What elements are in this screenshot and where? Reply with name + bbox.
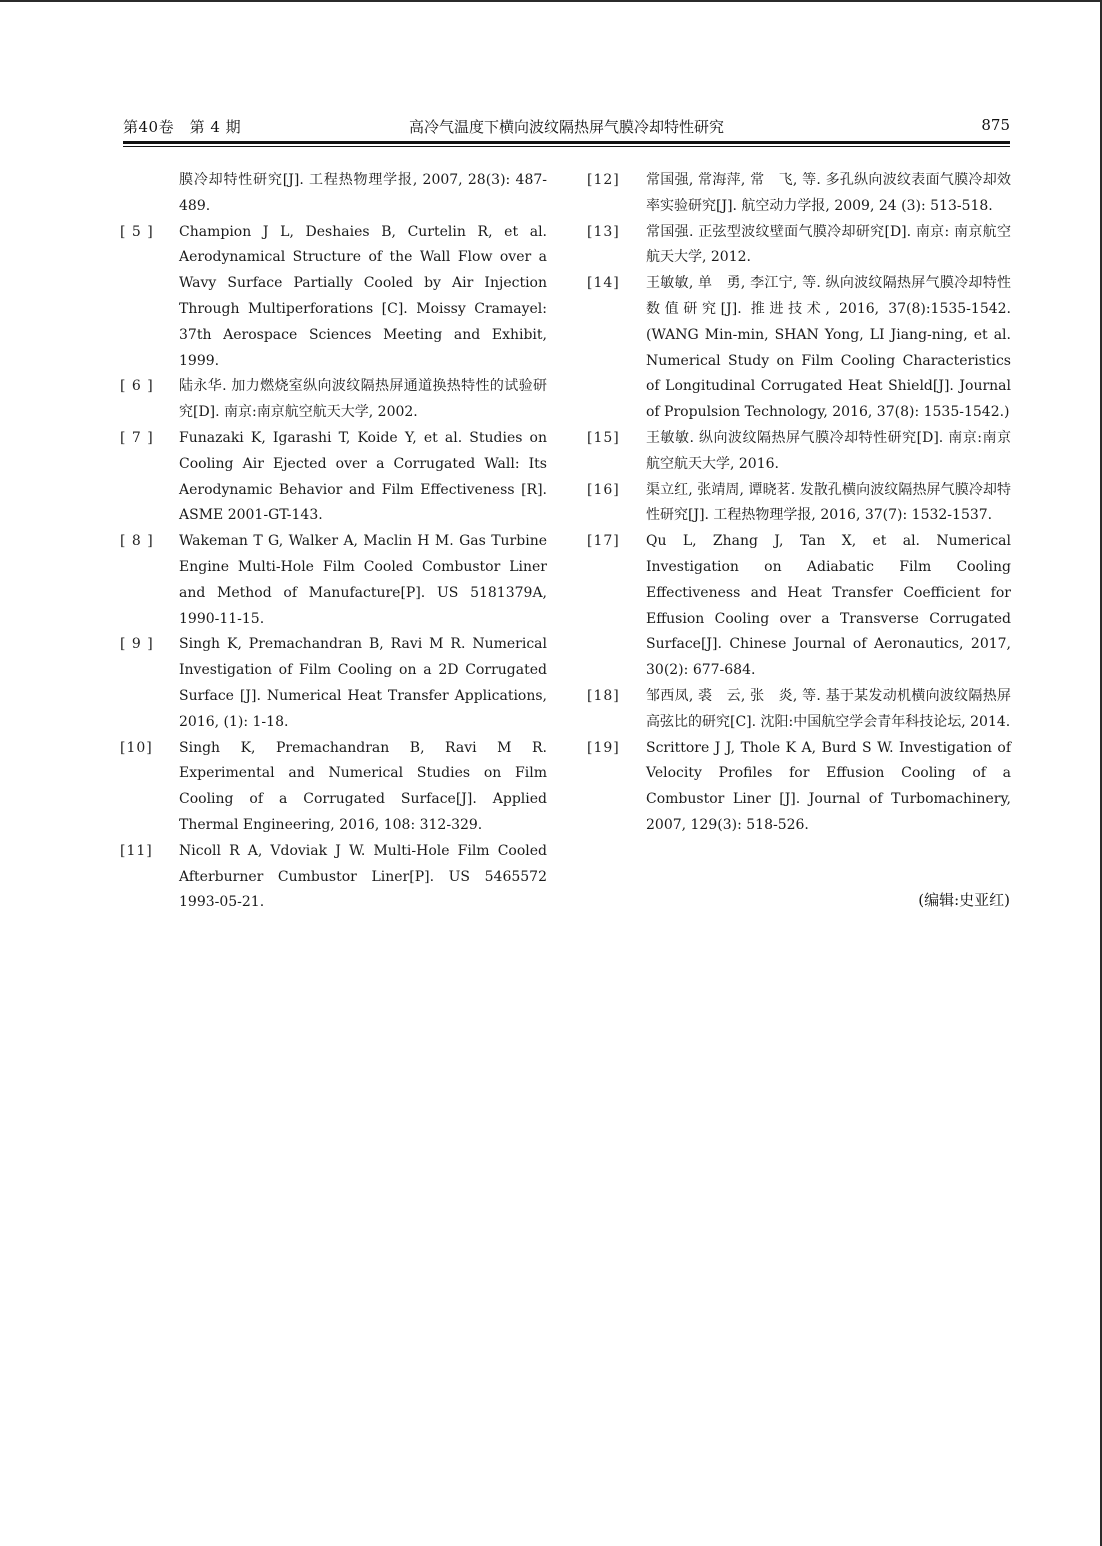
reference-item — [120, 736, 547, 839]
reference-item — [587, 529, 1011, 684]
page-top-border — [0, 0, 1102, 2]
reference-continuation: 膜冷却特性研究[J]. 工程热物理学报, 2007, 28(3): 487-489. — [179, 172, 547, 214]
reference-number: [15] — [587, 429, 620, 446]
right-column — [587, 168, 1011, 839]
reference-item — [587, 736, 1011, 839]
reference-number: [16] — [587, 481, 620, 498]
reference-text: Scrittore J J, Thole K A, Burd S W. Investigation of Velocity Profiles for Effusion Cooling of a Combustor Liner [J]. Journal of Turbomachinery, 2007, 129(3): 518-526. — [646, 739, 1011, 833]
reference-item — [587, 168, 1011, 220]
reference-text: 邹西凤, 裘 云, 张 炎, 等. 基于某发动机横向波纹隔热屏高弦比的研究[C]. 沈阳:中国航空学会青年科技论坛, 2014. — [646, 687, 1011, 730]
reference-number: [11] — [120, 842, 153, 859]
reference-text: Champion J L, Deshaies B, Curtelin R, et al. Aerodynamical Structure of the Wall Flow over a Wavy Surface Partially Cooled by Air Injection Through Multiperforations [C]. Moissy Cramayel: 37th Aerospace Sciences Meeting and Exhibit, 1999. — [179, 223, 547, 369]
reference-number: [18] — [587, 687, 620, 704]
reference-text: 常国强. 正弦型波纹壁面气膜冷却研究[D]. 南京: 南京航空航天大学, 2012. — [646, 223, 1011, 266]
reference-text: 陆永华. 加力燃烧室纵向波纹隔热屏通道换热特性的试验研究[D]. 南京:南京航空航天大学, 2002. — [179, 378, 547, 421]
header-rule-thin — [123, 146, 1010, 147]
left-column — [120, 168, 547, 916]
reference-item — [120, 839, 547, 916]
reference-text: 王敏敏, 单 勇, 李江宁, 等. 纵向波纹隔热屏气膜冷却特性数值研究[J]. 推进技术, 2016, 37(8):1535-1542. (WANG Min-min, SHAN Yong, LI Jiang-ning, et al. Numerical Study on Film Cooling Characteristics of Longitudinal Corrugated Heat Shield[J]. Journal of Propulsion Technology, 2016, 37(8): 1535-1542.) — [646, 275, 1011, 421]
reference-item — [587, 220, 1011, 272]
reference-number: [17] — [587, 533, 620, 550]
reference-text: Singh K, Premachandran B, Ravi M R. Numerical Investigation of Film Cooling on a 2D Corrugated Surface [J]. Numerical Heat Transfer Applications, 2016, (1): 1-18. — [179, 636, 547, 730]
reference-number: [12] — [587, 172, 620, 188]
reference-number: [ 9 ] — [120, 636, 154, 653]
reference-item — [587, 271, 1011, 426]
reference-number: [10] — [120, 739, 153, 756]
reference-item — [587, 478, 1011, 530]
page-number: 875 — [981, 116, 1010, 134]
reference-number: [19] — [587, 739, 620, 756]
reference-number: [ 8 ] — [120, 533, 154, 550]
reference-number: [ 5 ] — [120, 223, 154, 240]
reference-item — [120, 426, 547, 529]
reference-text: 渠立红, 张靖周, 谭晓茗. 发散孔横向波纹隔热屏气膜冷却特性研究[J]. 工程热物理学报, 2016, 37(7): 1532-1537. — [646, 481, 1011, 524]
reference-text: Funazaki K, Igarashi T, Koide Y, et al. Studies on Cooling Air Ejected over a Corrugated Wall: Its Aerodynamic Behavior and Film Effectiveness [R]. ASME 2001-GT-143. — [179, 429, 547, 524]
reference-number: [ 7 ] — [120, 429, 154, 446]
reference-item — [120, 632, 547, 735]
article-title: 高冷气温度下横向波纹隔热屏气膜冷却特性研究 — [408, 118, 724, 136]
volume-issue: 第40卷 第 4 期 — [123, 118, 242, 136]
reference-item — [120, 374, 547, 426]
reference-item — [587, 426, 1011, 478]
reference-text: Qu L, Zhang J, Tan X, et al. Numerical Investigation on Adiabatic Film Cooling Effectiveness and Heat Transfer Coefficient for Effusion Cooling over a Transverse Corrugated Surface[J]. Chinese Journal of Aeronautics, 2017, 30(2): 677-684. — [646, 533, 1011, 679]
reference-text: 常国强, 常海萍, 常 飞, 等. 多孔纵向波纹表面气膜冷却效率实验研究[J]. 航空动力学报, 2009, 24 (3): 513-518. — [646, 172, 1011, 214]
reference-item — [120, 220, 547, 375]
reference-item — [587, 684, 1011, 736]
reference-item — [120, 529, 547, 632]
reference-number: [ 6 ] — [120, 378, 154, 395]
reference-text: 王敏敏. 纵向波纹隔热屏气膜冷却特性研究[D]. 南京:南京航空航天大学, 2016. — [646, 429, 1011, 472]
header-rule-thick — [123, 141, 1010, 144]
editor-credit: (编辑:史亚红) — [918, 891, 1010, 909]
reference-number: [13] — [587, 223, 620, 240]
running-header — [123, 116, 1010, 140]
reference-text: Nicoll R A, Vdoviak J W. Multi-Hole Film Cooled Afterburner Cumbustor Liner[P]. US 5465572 1993-05-21. — [179, 842, 547, 911]
reference-text: Singh K, Premachandran B, Ravi M R. Experimental and Numerical Studies on Film Cooling of a Corrugated Surface[J]. Applied Thermal Engineering, 2016, 108: 312-329. — [179, 739, 547, 833]
reference-number: [14] — [587, 275, 620, 292]
reference-text: Wakeman T G, Walker A, Maclin H M. Gas Turbine Engine Multi-Hole Film Cooled Combustor Liner and Method of Manufacture[P]. US 5181379A, 1990-11-15. — [179, 533, 547, 627]
